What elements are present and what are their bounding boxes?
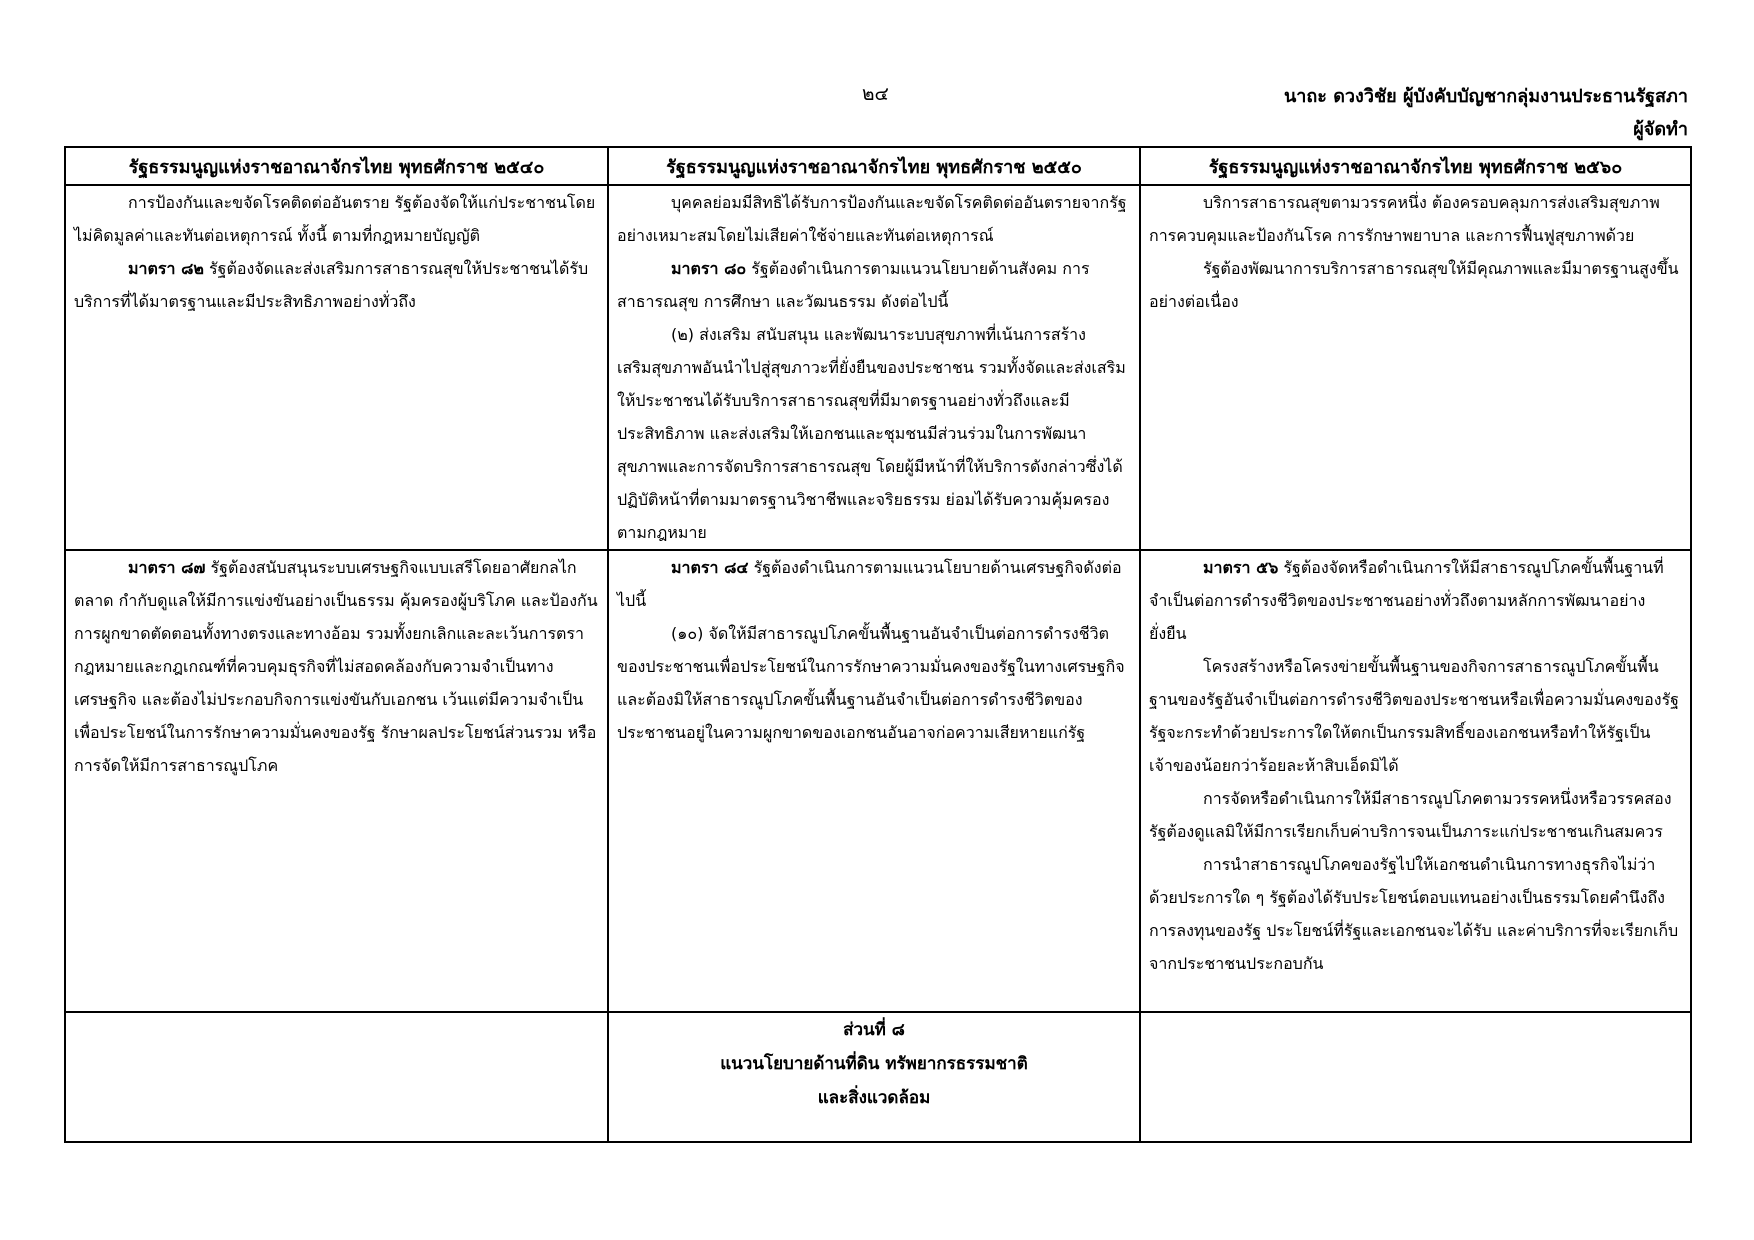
paragraph-text: การนำสาธารณูปโภคของรัฐไปให้เอกชนดำเนินการทางธุรกิจไม่ว่าด้วยประการใด ๆ รัฐต้องได้รับประโยชน์ตอบแทนอย่างเป็นธรรมโดยคำนึงถึงการลงทุนของรัฐ ประโยชน์ที่รัฐและเอกชนจะได้รับ และค่าบริการที่จะเรียกเก็บจากประชาชนประกอบกัน	[1149, 855, 1679, 973]
cell-content	[74, 551, 599, 782]
paragraph	[1149, 186, 1682, 252]
paragraph-text: รัฐต้องจัดและส่งเสริมการสาธารณสุขให้ประชาชนได้รับบริการที่ได้มาตรฐานและมีประสิทธิภาพอย่างทั่วถึง	[74, 259, 589, 311]
paragraph-text: บุคคลย่อมมีสิทธิได้รับการป้องกันและขจัดโรคติดต่ออันตรายจากรัฐอย่างเหมาะสมโดยไม่เสียค่าใช้จ่ายและทันต่อเหตุการณ์	[617, 193, 1127, 245]
part-heading	[617, 1013, 1131, 1115]
preparer-role: ผู้จัดทำ	[1633, 119, 1688, 140]
paragraph-text: การจัดหรือดำเนินการให้มีสาธารณูปโภคตามวรรคหนึ่งหรือวรรคสอง รัฐต้องดูแลมิให้มีการเรียกเก็บค่าบริการจนเป็นภาระแก่ประชาชนเกินสมควร	[1149, 789, 1672, 841]
paragraph	[1149, 782, 1682, 848]
column-header-2540: รัฐธรรมนูญแห่งราชอาณาจักรไทย พุทธศักราช ๒๕๔๐	[65, 147, 608, 185]
part-subtitle-line2: และสิ่งแวดล้อม	[817, 1088, 931, 1108]
paragraph	[1149, 252, 1682, 318]
paragraph-text: รัฐต้องสนับสนุนระบบเศรษฐกิจแบบเสรีโดยอาศัยกลไกตลาด กำกับดูแลให้มีการแข่งขันอย่างเป็นธรรม คุ้มครองผู้บริโภค และป้องกันการผูกขาดตัดตอนทั้งทางตรงและทางอ้อม รวมทั้งยกเลิกและละเว้นการตรากฎหมายและกฎเกณฑ์ที่ควบคุมธุรกิจที่ไม่สอดคล้องกับความจำเป็นทางเศรษฐกิจ และต้องไม่ประกอบกิจการแข่งขันกับเอกชน เว้นแต่มีความจำเป็นเพื่อประโยชน์ในการรักษาความมั่นคงของรัฐ รักษาผลประโยชน์ส่วนรวม หรือการจัดให้มีการสาธารณูปโภค	[74, 558, 598, 775]
cell-content	[617, 551, 1131, 749]
page-number: ๒๔	[862, 83, 889, 105]
cell-2550	[608, 185, 1140, 550]
paragraph-text: รัฐต้องดำเนินการตามแนวนโยบายด้านสังคม การสาธารณสุข การศึกษา และวัฒนธรรม ดังต่อไปนี้	[617, 259, 1090, 311]
paragraph-text: (๑๐) จัดให้มีสาธารณูปโภคขั้นพื้นฐานอันจำเป็นต่อการดำรงชีวิตของประชาชนเพื่อประโยชน์ในการรักษาความมั่นคงของรัฐในทางเศรษฐกิจ และต้องมิให้สาธารณูปโภคขั้นพื้นฐานอันจำเป็นต่อการดำรงชีวิตของประชาชนอยู่ในความผูกขาดของเอกชนอันอาจก่อความเสียหายแก่รัฐ	[617, 624, 1125, 742]
paragraph	[74, 252, 599, 318]
table-header-row	[65, 147, 1691, 185]
table-row	[65, 550, 1691, 1012]
paragraph	[1149, 848, 1682, 980]
cell-2540	[65, 185, 608, 550]
section-number: มาตรา ๕๖	[1203, 558, 1279, 577]
cell-2540-empty	[65, 1012, 608, 1142]
table-row	[65, 185, 1691, 550]
constitution-comparison-table	[64, 146, 1692, 1143]
paragraph-text: (๒) ส่งเสริม สนับสนุน และพัฒนาระบบสุขภาพที่เน้นการสร้างเสริมสุขภาพอันนำไปสู่สุขภาวะที่ยั่งยืนของประชาชน รวมทั้งจัดและส่งเสริมให้ประชาชนได้รับบริการสาธารณสุขที่มีมาตรฐานอย่างทั่วถึงและมีประสิทธิภาพ และส่งเสริมให้เอกชนและชุมชนมีส่วนร่วมในการพัฒนาสุขภาพและการจัดบริการสาธารณสุข โดยผู้มีหน้าที่ให้บริการดังกล่าวซึ่งได้ปฏิบัติหน้าที่ตามมาตรฐานวิชาชีพและจริยธรรม ย่อมได้รับความคุ้มครองตามกฎหมาย	[617, 325, 1126, 542]
paragraph-text: รัฐต้องดำเนินการตามแนวนโยบายด้านเศรษฐกิจดังต่อไปนี้	[617, 558, 1122, 610]
cell-content	[74, 186, 599, 318]
column-header-2550: รัฐธรรมนูญแห่งราชอาณาจักรไทย พุทธศักราช ๒๕๕๐	[608, 147, 1140, 185]
paragraph-text: รัฐต้องจัดหรือดำเนินการให้มีสาธารณูปโภคขั้นพื้นฐานที่จำเป็นต่อการดำรงชีวิตของประชาชนอย่างทั่วถึงตามหลักการพัฒนาอย่างยั่งยืน	[1149, 558, 1664, 643]
paragraph	[617, 617, 1131, 749]
paragraph	[617, 252, 1131, 318]
table-row	[65, 1012, 1691, 1142]
cell-2540	[65, 550, 608, 1012]
part-title: ส่วนที่ ๘	[843, 1020, 905, 1040]
cell-content	[1149, 551, 1682, 980]
paragraph-text: โครงสร้างหรือโครงข่ายขั้นพื้นฐานของกิจการสาธารณูปโภคขั้นพื้นฐานของรัฐอันจำเป็นต่อการดำรงชีวิตของประชาชนหรือเพื่อความมั่นคงของรัฐ รัฐจะกระทำด้วยประการใดให้ตกเป็นกรรมสิทธิ์ของเอกชนหรือทำให้รัฐเป็นเจ้าของน้อยกว่าร้อยละห้าสิบเอ็ดมิได้	[1149, 657, 1679, 775]
cell-content	[1149, 186, 1682, 318]
paragraph	[617, 551, 1131, 617]
paragraph	[1149, 551, 1682, 650]
paragraph	[74, 186, 599, 252]
paragraph	[74, 551, 599, 782]
section-number: มาตรา ๘๒	[128, 259, 204, 278]
paragraph	[617, 186, 1131, 252]
paragraph-text: การป้องกันและขจัดโรคติดต่ออันตราย รัฐต้องจัดให้แก่ประชาชนโดยไม่คิดมูลค่าและทันต่อเหตุการณ์ ทั้งนี้ ตามที่กฎหมายบัญญัติ	[74, 193, 596, 245]
column-header-2560: รัฐธรรมนูญแห่งราชอาณาจักรไทย พุทธศักราช ๒๕๖๐	[1140, 147, 1691, 185]
cell-2560-empty	[1140, 1012, 1691, 1142]
section-number: มาตรา ๘๐	[671, 259, 747, 278]
preparer-name: นาถะ ดวงวิชัย ผู้บังคับบัญชากลุ่มงานประธานรัฐสภา	[1284, 86, 1688, 107]
cell-2560	[1140, 185, 1691, 550]
cell-2550	[608, 550, 1140, 1012]
part-subtitle-line1: แนวนโยบายด้านที่ดิน ทรัพยากรธรรมชาติ	[720, 1054, 1028, 1074]
cell-content	[617, 186, 1131, 549]
cell-2550	[608, 1012, 1140, 1142]
preparer-credit	[1284, 80, 1688, 146]
paragraph-text: รัฐต้องพัฒนาการบริการสาธารณสุขให้มีคุณภาพและมีมาตรฐานสูงขึ้นอย่างต่อเนื่อง	[1149, 259, 1679, 311]
section-number: มาตรา ๘๔	[671, 558, 749, 577]
paragraph	[617, 318, 1131, 549]
paragraph-text: บริการสาธารณสุขตามวรรคหนึ่ง ต้องครอบคลุมการส่งเสริมสุขภาพ การควบคุมและป้องกันโรค การรักษาพยาบาล และการฟื้นฟูสุขภาพด้วย	[1149, 193, 1660, 245]
paragraph	[1149, 650, 1682, 782]
cell-2560	[1140, 550, 1691, 1012]
section-number: มาตรา ๘๗	[128, 558, 206, 577]
